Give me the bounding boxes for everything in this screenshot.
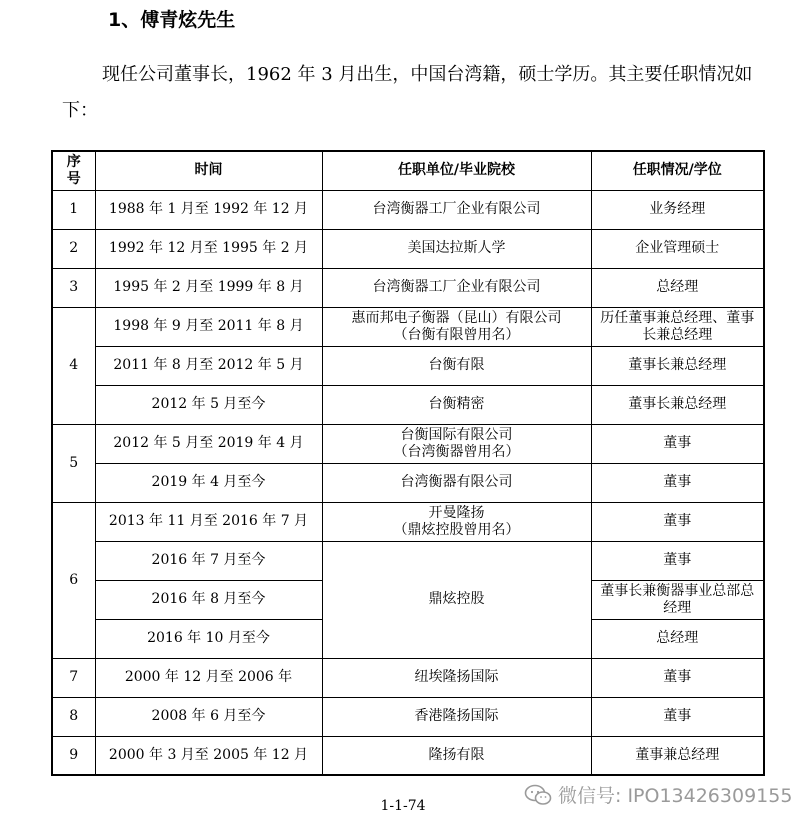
table-row bbox=[52, 346, 764, 385]
unit-former-name: （鼎炫控股曾用名） bbox=[393, 521, 520, 538]
intro-paragraph: 现任公司董事长，1962 年 3 月出生，中国台湾籍，硕士学历。其主要任职情况如下： bbox=[62, 64, 753, 121]
table-row bbox=[52, 268, 764, 307]
seq-cell: 2 bbox=[52, 229, 95, 268]
seq-cell: 7 bbox=[52, 658, 95, 697]
seq-cell: 5 bbox=[52, 424, 95, 502]
unit-name: 台衡国际有限公司 bbox=[400, 426, 513, 443]
seq-cell: 1 bbox=[52, 190, 95, 229]
table-row bbox=[52, 424, 764, 463]
role-cell: 董事长兼衡器事业总部总经理 bbox=[591, 580, 764, 619]
unit-cell: 台湾衡器工厂企业有限公司 bbox=[322, 268, 591, 307]
time-cell: 1988 年 1 月至 1992 年 12 月 bbox=[95, 190, 322, 229]
unit-cell: 台湾衡器工厂企业有限公司 bbox=[322, 190, 591, 229]
wechat-icon bbox=[524, 784, 552, 806]
time-cell: 2019 年 4 月至今 bbox=[95, 463, 322, 502]
unit-cell: 美国达拉斯人学 bbox=[322, 229, 591, 268]
table-row bbox=[52, 385, 764, 424]
time-cell: 1992 年 12 月至 1995 年 2 月 bbox=[95, 229, 322, 268]
seq-cell: 9 bbox=[52, 736, 95, 775]
role-cell: 董事长兼总经理 bbox=[591, 385, 764, 424]
time-cell: 2011 年 8 月至 2012 年 5 月 bbox=[95, 346, 322, 385]
unit-cell bbox=[322, 502, 591, 541]
table-row bbox=[52, 307, 764, 346]
unit-cell bbox=[322, 307, 591, 346]
page-number: 1-1-74 bbox=[380, 798, 426, 814]
time-cell: 2000 年 3 月至 2005 年 12 月 bbox=[95, 736, 322, 775]
employment-table bbox=[51, 150, 765, 776]
role-cell: 董事 bbox=[591, 463, 764, 502]
table-row bbox=[52, 502, 764, 541]
table-row bbox=[52, 463, 764, 502]
role-cell: 总经理 bbox=[591, 268, 764, 307]
unit-name: 开曼隆扬 bbox=[428, 504, 485, 521]
seq-cell: 4 bbox=[52, 307, 95, 424]
time-cell: 2012 年 5 月至 2019 年 4 月 bbox=[95, 424, 322, 463]
time-cell: 2016 年 7 月至今 bbox=[95, 541, 322, 580]
time-cell: 2013 年 11 月至 2016 年 7 月 bbox=[95, 502, 322, 541]
table-header-row bbox=[52, 151, 764, 190]
role-cell: 董事兼总经理 bbox=[591, 736, 764, 775]
seq-cell: 8 bbox=[52, 697, 95, 736]
unit-cell: 隆扬有限 bbox=[322, 736, 591, 775]
role-cell: 董事 bbox=[591, 424, 764, 463]
unit-cell: 台衡精密 bbox=[322, 385, 591, 424]
time-cell: 2016 年 8 月至今 bbox=[95, 580, 322, 619]
role-cell: 董事 bbox=[591, 697, 764, 736]
table-row bbox=[52, 658, 764, 697]
table-row bbox=[52, 190, 764, 229]
unit-name: 惠而邦电子衡器（昆山）有限公司 bbox=[351, 309, 562, 326]
section-heading: 1、傅青炫先生 bbox=[108, 9, 236, 31]
role-cell: 企业管理硕士 bbox=[591, 229, 764, 268]
watermark-text: 微信号: IPO13426309155 bbox=[558, 785, 793, 807]
unit-cell: 台湾衡器有限公司 bbox=[322, 463, 591, 502]
unit-cell: 台衡有限 bbox=[322, 346, 591, 385]
role-cell: 历任董事兼总经理、董事长兼总经理 bbox=[591, 307, 764, 346]
unit-cell: 纽埃隆扬国际 bbox=[322, 658, 591, 697]
header-time: 时间 bbox=[95, 151, 322, 190]
role-cell: 董事 bbox=[591, 658, 764, 697]
role-cell: 董事 bbox=[591, 502, 764, 541]
time-cell: 2012 年 5 月至今 bbox=[95, 385, 322, 424]
unit-cell: 香港隆扬国际 bbox=[322, 697, 591, 736]
role-cell: 董事 bbox=[591, 541, 764, 580]
role-cell: 业务经理 bbox=[591, 190, 764, 229]
watermark bbox=[524, 781, 792, 808]
unit-former-name: （台衡有限曾用名） bbox=[393, 326, 520, 343]
table-row bbox=[52, 541, 764, 580]
header-role: 任职情况/学位 bbox=[591, 151, 764, 190]
time-cell: 2016 年 10 月至今 bbox=[95, 619, 322, 658]
table-row bbox=[52, 736, 764, 775]
unit-former-name: （台湾衡器曾用名） bbox=[393, 443, 520, 460]
time-cell: 1995 年 2 月至 1999 年 8 月 bbox=[95, 268, 322, 307]
header-seq: 序号 bbox=[52, 151, 95, 190]
header-unit: 任职单位/毕业院校 bbox=[322, 151, 591, 190]
time-cell: 2008 年 6 月至今 bbox=[95, 697, 322, 736]
unit-cell: 鼎炫控股 bbox=[322, 541, 591, 658]
seq-cell: 3 bbox=[52, 268, 95, 307]
role-cell: 总经理 bbox=[591, 619, 764, 658]
role-cell: 董事长兼总经理 bbox=[591, 346, 764, 385]
time-cell: 2000 年 12 月至 2006 年 bbox=[95, 658, 322, 697]
table-row bbox=[52, 697, 764, 736]
unit-cell bbox=[322, 424, 591, 463]
seq-cell: 6 bbox=[52, 502, 95, 658]
time-cell: 1998 年 9 月至 2011 年 8 月 bbox=[95, 307, 322, 346]
table-row bbox=[52, 229, 764, 268]
